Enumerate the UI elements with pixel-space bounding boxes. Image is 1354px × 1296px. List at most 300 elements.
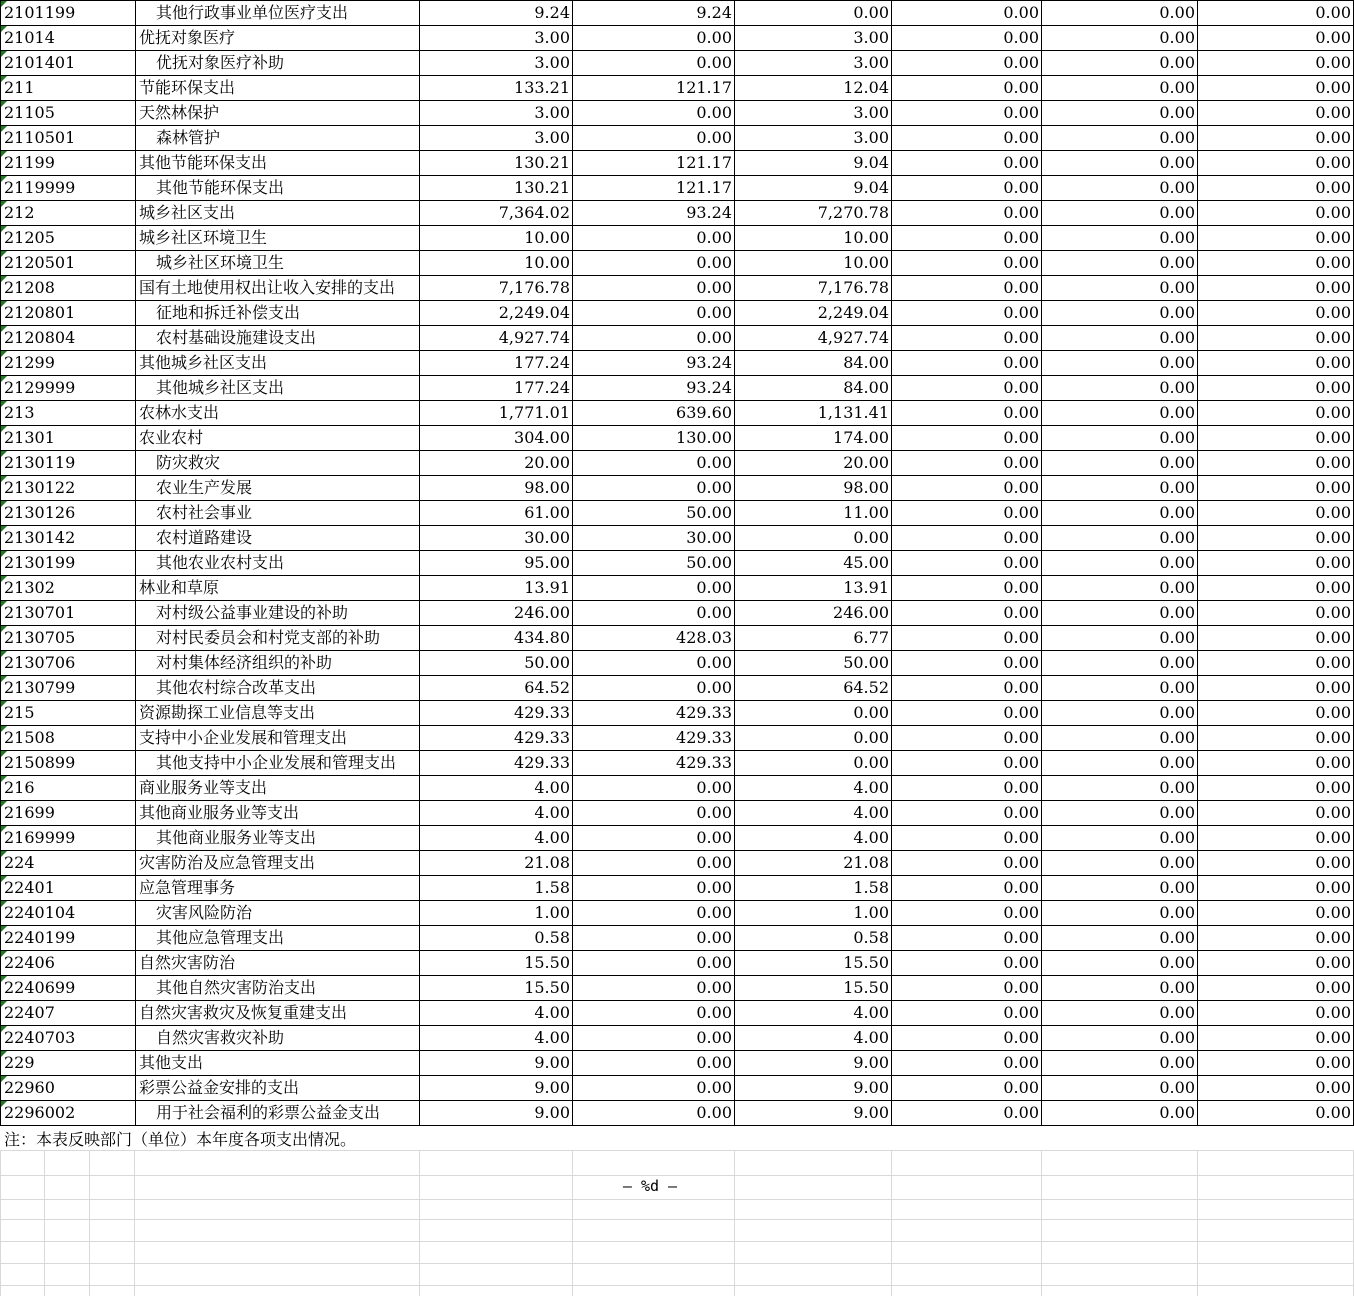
name-cell[interactable]: 自然灾害防治 [136,951,420,976]
code-cell[interactable]: 2110501 [1,126,136,151]
basic-expense-cell[interactable]: 93.24 [573,351,735,376]
amount-cell[interactable]: 0.00 [892,601,1042,626]
code-cell[interactable]: 2130142 [1,526,136,551]
amount-cell[interactable]: 0.00 [892,351,1042,376]
basic-expense-cell[interactable]: 0.00 [573,301,735,326]
amount-cell[interactable]: 0.00 [1042,501,1198,526]
basic-expense-cell[interactable]: 93.24 [573,376,735,401]
amount-cell[interactable]: 0.00 [1198,901,1354,926]
amount-cell[interactable]: 0.00 [892,276,1042,301]
amount-cell[interactable]: 0.00 [892,401,1042,426]
amount-cell[interactable]: 0.00 [892,851,1042,876]
code-cell[interactable]: 21199 [1,151,136,176]
total-cell[interactable]: 133.21 [420,76,573,101]
project-expense-cell[interactable]: 4.00 [735,826,892,851]
name-cell[interactable]: 林业和草原 [136,576,420,601]
basic-expense-cell[interactable]: 0.00 [573,51,735,76]
amount-cell[interactable]: 0.00 [1042,1026,1198,1051]
project-expense-cell[interactable]: 13.91 [735,576,892,601]
name-cell[interactable]: 其他城乡社区支出 [136,351,420,376]
code-cell[interactable]: 2130122 [1,476,136,501]
code-cell[interactable]: 2240104 [1,901,136,926]
total-cell[interactable]: 9.00 [420,1101,573,1126]
basic-expense-cell[interactable]: 0.00 [573,451,735,476]
amount-cell[interactable]: 0.00 [1042,351,1198,376]
project-expense-cell[interactable]: 11.00 [735,501,892,526]
basic-expense-cell[interactable]: 0.00 [573,676,735,701]
amount-cell[interactable]: 0.00 [892,751,1042,776]
amount-cell[interactable]: 0.00 [1042,776,1198,801]
code-cell[interactable]: 2101199 [1,1,136,26]
amount-cell[interactable]: 0.00 [892,926,1042,951]
amount-cell[interactable]: 0.00 [892,1001,1042,1026]
amount-cell[interactable]: 0.00 [1042,51,1198,76]
project-expense-cell[interactable]: 4.00 [735,1026,892,1051]
amount-cell[interactable]: 0.00 [1198,926,1354,951]
basic-expense-cell[interactable]: 0.00 [573,826,735,851]
amount-cell[interactable]: 0.00 [892,951,1042,976]
project-expense-cell[interactable]: 7,270.78 [735,201,892,226]
code-cell[interactable]: 224 [1,851,136,876]
code-cell[interactable]: 21699 [1,801,136,826]
basic-expense-cell[interactable]: 50.00 [573,551,735,576]
total-cell[interactable]: 7,364.02 [420,201,573,226]
project-expense-cell[interactable]: 0.00 [735,701,892,726]
amount-cell[interactable]: 0.00 [892,1076,1042,1101]
amount-cell[interactable]: 0.00 [1198,726,1354,751]
amount-cell[interactable]: 0.00 [1042,101,1198,126]
basic-expense-cell[interactable]: 0.00 [573,1101,735,1126]
name-cell[interactable]: 其他应急管理支出 [136,926,420,951]
name-cell[interactable]: 灾害防治及应急管理支出 [136,851,420,876]
amount-cell[interactable]: 0.00 [1198,1101,1354,1126]
project-expense-cell[interactable]: 1.00 [735,901,892,926]
amount-cell[interactable]: 0.00 [1042,1101,1198,1126]
project-expense-cell[interactable]: 0.00 [735,526,892,551]
project-expense-cell[interactable]: 4.00 [735,776,892,801]
amount-cell[interactable]: 0.00 [1042,951,1198,976]
amount-cell[interactable]: 0.00 [1042,751,1198,776]
total-cell[interactable]: 3.00 [420,126,573,151]
amount-cell[interactable]: 0.00 [1198,801,1354,826]
basic-expense-cell[interactable]: 429.33 [573,726,735,751]
amount-cell[interactable]: 0.00 [892,151,1042,176]
total-cell[interactable]: 434.80 [420,626,573,651]
name-cell[interactable]: 其他支持中小企业发展和管理支出 [136,751,420,776]
amount-cell[interactable]: 0.00 [1198,501,1354,526]
code-cell[interactable]: 2120501 [1,251,136,276]
total-cell[interactable]: 2,249.04 [420,301,573,326]
amount-cell[interactable]: 0.00 [1042,376,1198,401]
code-cell[interactable]: 2240699 [1,976,136,1001]
code-cell[interactable]: 21105 [1,101,136,126]
amount-cell[interactable]: 0.00 [1198,601,1354,626]
total-cell[interactable]: 246.00 [420,601,573,626]
total-cell[interactable]: 130.21 [420,176,573,201]
amount-cell[interactable]: 0.00 [1042,276,1198,301]
code-cell[interactable]: 2296002 [1,1101,136,1126]
total-cell[interactable]: 429.33 [420,701,573,726]
code-cell[interactable]: 211 [1,76,136,101]
basic-expense-cell[interactable]: 639.60 [573,401,735,426]
project-expense-cell[interactable]: 3.00 [735,101,892,126]
name-cell[interactable]: 其他节能环保支出 [136,176,420,201]
amount-cell[interactable]: 0.00 [1198,226,1354,251]
amount-cell[interactable]: 0.00 [1042,826,1198,851]
amount-cell[interactable]: 0.00 [892,201,1042,226]
amount-cell[interactable]: 0.00 [1198,326,1354,351]
amount-cell[interactable]: 0.00 [1042,551,1198,576]
project-expense-cell[interactable]: 9.00 [735,1076,892,1101]
amount-cell[interactable]: 0.00 [1198,26,1354,51]
basic-expense-cell[interactable]: 429.33 [573,701,735,726]
code-cell[interactable]: 21301 [1,426,136,451]
code-cell[interactable]: 2130199 [1,551,136,576]
basic-expense-cell[interactable]: 0.00 [573,476,735,501]
total-cell[interactable]: 20.00 [420,451,573,476]
basic-expense-cell[interactable]: 0.00 [573,251,735,276]
amount-cell[interactable]: 0.00 [892,701,1042,726]
name-cell[interactable]: 其他自然灾害防治支出 [136,976,420,1001]
code-cell[interactable]: 216 [1,776,136,801]
basic-expense-cell[interactable]: 0.00 [573,876,735,901]
amount-cell[interactable]: 0.00 [892,651,1042,676]
amount-cell[interactable]: 0.00 [1198,676,1354,701]
code-cell[interactable]: 2150899 [1,751,136,776]
name-cell[interactable]: 城乡社区支出 [136,201,420,226]
code-cell[interactable]: 2240199 [1,926,136,951]
code-cell[interactable]: 212 [1,201,136,226]
code-cell[interactable]: 2129999 [1,376,136,401]
amount-cell[interactable]: 0.00 [892,476,1042,501]
amount-cell[interactable]: 0.00 [1042,726,1198,751]
total-cell[interactable]: 4,927.74 [420,326,573,351]
name-cell[interactable]: 其他商业服务业等支出 [136,826,420,851]
amount-cell[interactable]: 0.00 [1198,276,1354,301]
amount-cell[interactable]: 0.00 [892,451,1042,476]
name-cell[interactable]: 征地和拆迁补偿支出 [136,301,420,326]
amount-cell[interactable]: 0.00 [1042,126,1198,151]
name-cell[interactable]: 其他支出 [136,1051,420,1076]
total-cell[interactable]: 10.00 [420,251,573,276]
amount-cell[interactable]: 0.00 [1198,176,1354,201]
basic-expense-cell[interactable]: 0.00 [573,976,735,1001]
basic-expense-cell[interactable]: 0.00 [573,576,735,601]
name-cell[interactable]: 农林水支出 [136,401,420,426]
total-cell[interactable]: 9.24 [420,1,573,26]
basic-expense-cell[interactable]: 0.00 [573,901,735,926]
basic-expense-cell[interactable]: 429.33 [573,751,735,776]
total-cell[interactable]: 50.00 [420,651,573,676]
amount-cell[interactable]: 0.00 [1042,651,1198,676]
project-expense-cell[interactable]: 10.00 [735,226,892,251]
code-cell[interactable]: 22407 [1,1001,136,1026]
amount-cell[interactable]: 0.00 [1198,776,1354,801]
amount-cell[interactable]: 0.00 [1042,976,1198,1001]
amount-cell[interactable]: 0.00 [1042,151,1198,176]
name-cell[interactable]: 农村道路建设 [136,526,420,551]
name-cell[interactable]: 优抚对象医疗 [136,26,420,51]
basic-expense-cell[interactable]: 121.17 [573,151,735,176]
basic-expense-cell[interactable]: 50.00 [573,501,735,526]
amount-cell[interactable]: 0.00 [1198,351,1354,376]
code-cell[interactable]: 21205 [1,226,136,251]
basic-expense-cell[interactable]: 0.00 [573,776,735,801]
total-cell[interactable]: 9.00 [420,1076,573,1101]
project-expense-cell[interactable]: 15.50 [735,976,892,1001]
amount-cell[interactable]: 0.00 [1042,301,1198,326]
amount-cell[interactable]: 0.00 [892,176,1042,201]
basic-expense-cell[interactable]: 0.00 [573,226,735,251]
code-cell[interactable]: 2130126 [1,501,136,526]
basic-expense-cell[interactable]: 130.00 [573,426,735,451]
total-cell[interactable]: 30.00 [420,526,573,551]
code-cell[interactable]: 229 [1,1051,136,1076]
basic-expense-cell[interactable]: 428.03 [573,626,735,651]
amount-cell[interactable]: 0.00 [1198,576,1354,601]
name-cell[interactable]: 其他行政事业单位医疗支出 [136,1,420,26]
name-cell[interactable]: 其他农村综合改革支出 [136,676,420,701]
amount-cell[interactable]: 0.00 [892,776,1042,801]
total-cell[interactable]: 1,771.01 [420,401,573,426]
amount-cell[interactable]: 0.00 [1198,626,1354,651]
total-cell[interactable]: 15.50 [420,976,573,1001]
project-expense-cell[interactable]: 2,249.04 [735,301,892,326]
total-cell[interactable]: 130.21 [420,151,573,176]
project-expense-cell[interactable]: 9.00 [735,1101,892,1126]
amount-cell[interactable]: 0.00 [1042,201,1198,226]
code-cell[interactable]: 22406 [1,951,136,976]
amount-cell[interactable]: 0.00 [1042,876,1198,901]
name-cell[interactable]: 其他城乡社区支出 [136,376,420,401]
total-cell[interactable]: 177.24 [420,376,573,401]
basic-expense-cell[interactable]: 0.00 [573,601,735,626]
total-cell[interactable]: 4.00 [420,1026,573,1051]
amount-cell[interactable]: 0.00 [1198,551,1354,576]
amount-cell[interactable]: 0.00 [892,301,1042,326]
amount-cell[interactable]: 0.00 [1042,1076,1198,1101]
amount-cell[interactable]: 0.00 [892,501,1042,526]
amount-cell[interactable]: 0.00 [1198,426,1354,451]
total-cell[interactable]: 1.00 [420,901,573,926]
amount-cell[interactable]: 0.00 [892,426,1042,451]
amount-cell[interactable]: 0.00 [1042,401,1198,426]
amount-cell[interactable]: 0.00 [892,801,1042,826]
total-cell[interactable]: 3.00 [420,26,573,51]
code-cell[interactable]: 21508 [1,726,136,751]
amount-cell[interactable]: 0.00 [1042,251,1198,276]
basic-expense-cell[interactable]: 0.00 [573,101,735,126]
project-expense-cell[interactable]: 84.00 [735,376,892,401]
total-cell[interactable]: 21.08 [420,851,573,876]
name-cell[interactable]: 商业服务业等支出 [136,776,420,801]
name-cell[interactable]: 彩票公益金安排的支出 [136,1076,420,1101]
amount-cell[interactable]: 0.00 [892,526,1042,551]
project-expense-cell[interactable]: 0.00 [735,751,892,776]
amount-cell[interactable]: 0.00 [892,876,1042,901]
amount-cell[interactable]: 0.00 [1198,851,1354,876]
amount-cell[interactable]: 0.00 [1042,901,1198,926]
code-cell[interactable]: 2130701 [1,601,136,626]
code-cell[interactable]: 2130706 [1,651,136,676]
amount-cell[interactable]: 0.00 [892,126,1042,151]
amount-cell[interactable]: 0.00 [892,1,1042,26]
code-cell[interactable]: 215 [1,701,136,726]
basic-expense-cell[interactable]: 0.00 [573,926,735,951]
total-cell[interactable]: 3.00 [420,101,573,126]
basic-expense-cell[interactable]: 9.24 [573,1,735,26]
amount-cell[interactable]: 0.00 [1198,126,1354,151]
name-cell[interactable]: 对村集体经济组织的补助 [136,651,420,676]
amount-cell[interactable]: 0.00 [1198,76,1354,101]
name-cell[interactable]: 自然灾害救灾补助 [136,1026,420,1051]
amount-cell[interactable]: 0.00 [1042,76,1198,101]
code-cell[interactable]: 21299 [1,351,136,376]
amount-cell[interactable]: 0.00 [1042,226,1198,251]
project-expense-cell[interactable]: 98.00 [735,476,892,501]
project-expense-cell[interactable]: 7,176.78 [735,276,892,301]
amount-cell[interactable]: 0.00 [1042,26,1198,51]
amount-cell[interactable]: 0.00 [892,826,1042,851]
amount-cell[interactable]: 0.00 [1198,376,1354,401]
amount-cell[interactable]: 0.00 [892,326,1042,351]
total-cell[interactable]: 95.00 [420,551,573,576]
basic-expense-cell[interactable]: 0.00 [573,651,735,676]
name-cell[interactable]: 支持中小企业发展和管理支出 [136,726,420,751]
code-cell[interactable]: 2101401 [1,51,136,76]
amount-cell[interactable]: 0.00 [1198,1026,1354,1051]
amount-cell[interactable]: 0.00 [1042,476,1198,501]
amount-cell[interactable]: 0.00 [1198,826,1354,851]
basic-expense-cell[interactable]: 30.00 [573,526,735,551]
project-expense-cell[interactable]: 9.04 [735,176,892,201]
amount-cell[interactable]: 0.00 [1198,401,1354,426]
project-expense-cell[interactable]: 3.00 [735,126,892,151]
amount-cell[interactable]: 0.00 [1042,1001,1198,1026]
total-cell[interactable]: 61.00 [420,501,573,526]
project-expense-cell[interactable]: 12.04 [735,76,892,101]
name-cell[interactable]: 应急管理事务 [136,876,420,901]
code-cell[interactable]: 2119999 [1,176,136,201]
code-cell[interactable]: 22401 [1,876,136,901]
project-expense-cell[interactable]: 45.00 [735,551,892,576]
amount-cell[interactable]: 0.00 [1198,201,1354,226]
total-cell[interactable]: 0.58 [420,926,573,951]
name-cell[interactable]: 农业生产发展 [136,476,420,501]
amount-cell[interactable]: 0.00 [1042,926,1198,951]
code-cell[interactable]: 213 [1,401,136,426]
amount-cell[interactable]: 0.00 [1198,51,1354,76]
total-cell[interactable]: 15.50 [420,951,573,976]
project-expense-cell[interactable]: 3.00 [735,26,892,51]
name-cell[interactable]: 自然灾害救灾及恢复重建支出 [136,1001,420,1026]
project-expense-cell[interactable]: 84.00 [735,351,892,376]
amount-cell[interactable]: 0.00 [1198,1076,1354,1101]
amount-cell[interactable]: 0.00 [1198,526,1354,551]
amount-cell[interactable]: 0.00 [1042,851,1198,876]
project-expense-cell[interactable]: 4.00 [735,1001,892,1026]
project-expense-cell[interactable]: 1.58 [735,876,892,901]
basic-expense-cell[interactable]: 0.00 [573,851,735,876]
amount-cell[interactable]: 0.00 [1198,751,1354,776]
name-cell[interactable]: 农村基础设施建设支出 [136,326,420,351]
basic-expense-cell[interactable]: 0.00 [573,26,735,51]
amount-cell[interactable]: 0.00 [1198,951,1354,976]
project-expense-cell[interactable]: 15.50 [735,951,892,976]
name-cell[interactable]: 国有土地使用权出让收入安排的支出 [136,276,420,301]
total-cell[interactable]: 1.58 [420,876,573,901]
amount-cell[interactable]: 0.00 [1042,626,1198,651]
project-expense-cell[interactable]: 20.00 [735,451,892,476]
total-cell[interactable]: 4.00 [420,1001,573,1026]
name-cell[interactable]: 其他商业服务业等支出 [136,801,420,826]
amount-cell[interactable]: 0.00 [892,251,1042,276]
amount-cell[interactable]: 0.00 [1198,476,1354,501]
amount-cell[interactable]: 0.00 [892,626,1042,651]
code-cell[interactable]: 2120804 [1,326,136,351]
amount-cell[interactable]: 0.00 [892,101,1042,126]
amount-cell[interactable]: 0.00 [1198,1001,1354,1026]
project-expense-cell[interactable]: 10.00 [735,251,892,276]
basic-expense-cell[interactable]: 0.00 [573,126,735,151]
name-cell[interactable]: 城乡社区环境卫生 [136,226,420,251]
total-cell[interactable]: 64.52 [420,676,573,701]
amount-cell[interactable]: 0.00 [1198,651,1354,676]
amount-cell[interactable]: 0.00 [1042,801,1198,826]
name-cell[interactable]: 优抚对象医疗补助 [136,51,420,76]
amount-cell[interactable]: 0.00 [1042,1,1198,26]
code-cell[interactable]: 2130119 [1,451,136,476]
amount-cell[interactable]: 0.00 [1042,676,1198,701]
total-cell[interactable]: 9.00 [420,1051,573,1076]
amount-cell[interactable]: 0.00 [1042,526,1198,551]
name-cell[interactable]: 天然林保护 [136,101,420,126]
amount-cell[interactable]: 0.00 [1198,301,1354,326]
amount-cell[interactable]: 0.00 [1198,1051,1354,1076]
amount-cell[interactable]: 0.00 [1042,701,1198,726]
total-cell[interactable]: 7,176.78 [420,276,573,301]
amount-cell[interactable]: 0.00 [1042,451,1198,476]
amount-cell[interactable]: 0.00 [892,576,1042,601]
basic-expense-cell[interactable]: 0.00 [573,1076,735,1101]
code-cell[interactable]: 2169999 [1,826,136,851]
total-cell[interactable]: 4.00 [420,801,573,826]
amount-cell[interactable]: 0.00 [1042,426,1198,451]
basic-expense-cell[interactable]: 0.00 [573,276,735,301]
name-cell[interactable]: 灾害风险防治 [136,901,420,926]
amount-cell[interactable]: 0.00 [1042,601,1198,626]
basic-expense-cell[interactable]: 0.00 [573,1051,735,1076]
basic-expense-cell[interactable]: 121.17 [573,176,735,201]
amount-cell[interactable]: 0.00 [892,376,1042,401]
amount-cell[interactable]: 0.00 [1198,101,1354,126]
amount-cell[interactable]: 0.00 [1198,976,1354,1001]
total-cell[interactable]: 98.00 [420,476,573,501]
project-expense-cell[interactable]: 21.08 [735,851,892,876]
amount-cell[interactable]: 0.00 [892,51,1042,76]
project-expense-cell[interactable]: 0.58 [735,926,892,951]
amount-cell[interactable]: 0.00 [892,901,1042,926]
basic-expense-cell[interactable]: 0.00 [573,801,735,826]
amount-cell[interactable]: 0.00 [892,676,1042,701]
amount-cell[interactable]: 0.00 [892,976,1042,1001]
amount-cell[interactable]: 0.00 [892,726,1042,751]
name-cell[interactable]: 资源勘探工业信息等支出 [136,701,420,726]
project-expense-cell[interactable]: 50.00 [735,651,892,676]
name-cell[interactable]: 对村级公益事业建设的补助 [136,601,420,626]
project-expense-cell[interactable]: 4.00 [735,801,892,826]
project-expense-cell[interactable]: 174.00 [735,426,892,451]
